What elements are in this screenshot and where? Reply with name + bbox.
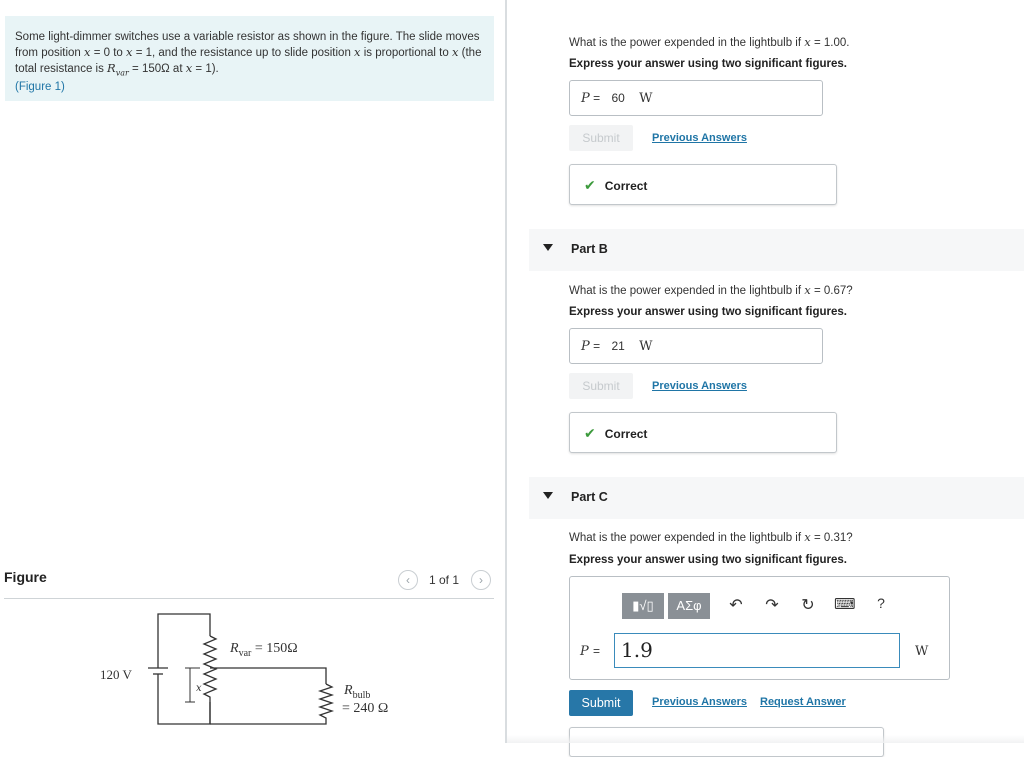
math-x: x <box>185 61 193 75</box>
part-c-question <box>569 530 853 544</box>
rbulb-label <box>343 683 370 701</box>
rvar-symbol: R <box>230 641 239 656</box>
reset-icon[interactable]: ↻ <box>801 597 815 614</box>
problem-text: = 1). <box>192 63 219 75</box>
answer-value: 60 <box>611 91 625 105</box>
part-a-question <box>569 35 849 49</box>
x-dimension <box>185 668 195 702</box>
bulb-resistor <box>320 684 332 722</box>
math-rvar-sub: var <box>115 68 129 78</box>
battery-symbol <box>148 654 168 688</box>
math-x: x <box>126 45 133 59</box>
help-icon[interactable]: ? <box>877 595 885 611</box>
circuit-diagram <box>90 606 410 736</box>
part-c-submit-button[interactable]: Submit <box>569 690 633 716</box>
templates-button[interactable]: ▮√▯ <box>622 593 664 619</box>
part-b-header[interactable] <box>529 229 1024 271</box>
question-text: What is the power expended in the lightbulb if <box>569 532 805 544</box>
question-text: = 1.00. <box>810 37 850 49</box>
answer-equals: = <box>593 339 601 353</box>
part-c-previous-answers-link[interactable]: Previous Answers <box>652 696 747 708</box>
left-pane <box>0 0 505 743</box>
scroll-fade <box>507 735 1024 743</box>
part-b-question <box>569 283 853 297</box>
feedback-status: Correct <box>604 179 648 193</box>
keyboard-icon[interactable]: ⌨ <box>834 596 856 613</box>
question-text: = 0.31? <box>810 532 853 544</box>
part-b-submit-button[interactable]: Submit <box>569 373 633 399</box>
rbulb-subscript: bulb <box>352 690 371 701</box>
problem-text: = 1, and the resistance up to slide position <box>132 47 355 59</box>
part-a-previous-answers-link[interactable]: Previous Answers <box>652 132 747 144</box>
part-a-instruction: Express your answer using two significant figures. <box>569 58 847 70</box>
answer-variable: P <box>581 339 590 354</box>
chevron-left-icon[interactable]: ‹ <box>398 570 418 590</box>
figure-pager <box>398 570 498 590</box>
question-text: What is the power expended in the lightbulb if <box>569 285 805 297</box>
redo-icon[interactable]: ↷ <box>765 597 779 614</box>
part-a-feedback <box>569 164 837 205</box>
problem-text: Some light-dimmer switches use a variable resistor as shown in the figure. The slide moves from position <box>15 31 480 59</box>
circuit-wires <box>158 614 326 724</box>
part-b-previous-answers-link[interactable]: Previous Answers <box>652 380 747 392</box>
rvar-subscript: var <box>238 648 252 659</box>
problem-statement <box>5 16 494 101</box>
math-x: x <box>804 283 811 297</box>
feedback-status: Correct <box>604 427 648 441</box>
problem-text: is proportional to <box>360 47 452 59</box>
part-b-instruction: Express your answer using two significant figures. <box>569 306 847 318</box>
math-x: x <box>804 35 811 49</box>
request-answer-link[interactable]: Request Answer <box>760 696 846 708</box>
part-b-answer-field <box>569 328 823 364</box>
part-c-instruction: Express your answer using two significant figures. <box>569 554 847 566</box>
part-a-submit-button[interactable]: Submit <box>569 125 633 151</box>
figure-count: 1 of 1 <box>429 573 460 587</box>
undo-icon[interactable]: ↶ <box>729 597 743 614</box>
rvar-value: = 150Ω <box>251 641 298 656</box>
math-x: x <box>451 45 459 59</box>
answer-variable: P <box>581 91 590 106</box>
variable-resistor <box>204 636 216 702</box>
problem-text: = 0 to <box>90 47 127 59</box>
caret-down-icon <box>543 492 553 499</box>
answer-variable: P <box>580 644 589 659</box>
math-rvar: R <box>107 61 116 75</box>
part-c-header[interactable] <box>529 477 1024 519</box>
greek-symbols-button[interactable]: ΑΣφ <box>668 593 710 619</box>
rbulb-value: = 240 Ω <box>342 701 389 716</box>
problem-text: = 150Ω at <box>128 63 186 75</box>
part-b-title: Part B <box>571 242 608 256</box>
right-pane <box>507 0 1024 743</box>
figure-heading: Figure <box>4 569 47 585</box>
figure-link[interactable]: (Figure 1) <box>15 81 65 94</box>
part-a-answer-field <box>569 80 823 116</box>
answer-input[interactable]: 1.9 <box>614 633 900 668</box>
answer-unit: W <box>915 644 929 659</box>
rvar-label <box>229 641 298 659</box>
math-x: x <box>84 45 91 59</box>
part-c-math-editor <box>569 576 950 680</box>
chevron-right-icon[interactable]: › <box>471 570 491 590</box>
x-label: x <box>196 683 202 694</box>
rbulb-symbol: R <box>344 683 353 698</box>
answer-unit: W <box>639 91 653 106</box>
question-text: = 0.67? <box>810 285 853 297</box>
voltage-label: 120 V <box>100 667 132 682</box>
answer-equals: = <box>593 644 601 658</box>
question-text: What is the power expended in the lightbulb if <box>569 37 805 49</box>
figure-divider <box>4 598 494 599</box>
checkmark-icon: ✔ <box>584 425 596 441</box>
caret-down-icon <box>543 244 553 251</box>
answer-unit: W <box>639 339 653 354</box>
answer-equals: = <box>593 91 601 105</box>
math-x: x <box>354 45 361 59</box>
answer-value: 21 <box>611 339 625 353</box>
part-b-feedback <box>569 412 837 453</box>
math-x: x <box>804 530 811 544</box>
checkmark-icon: ✔ <box>584 177 596 193</box>
problem-text: (the total resistance is <box>15 47 482 75</box>
part-c-title: Part C <box>571 490 608 504</box>
